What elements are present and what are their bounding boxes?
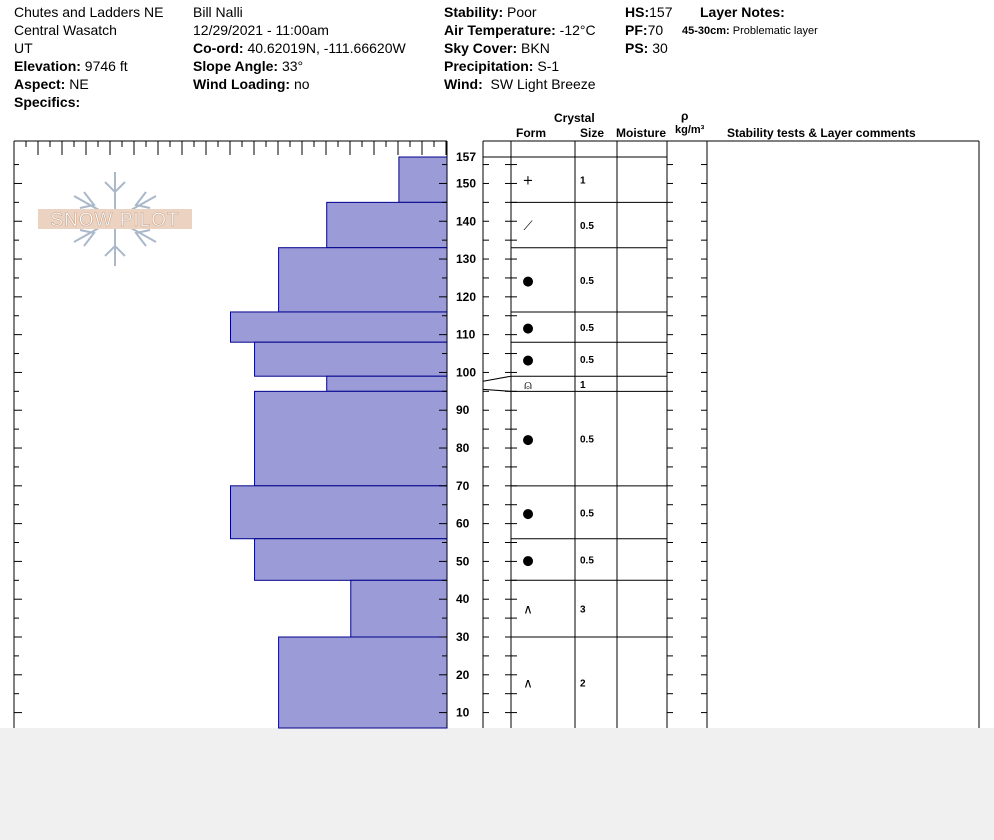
- caret-icon: ∧: [523, 602, 533, 618]
- pf-value: 70: [647, 22, 664, 38]
- slope-label: Slope Angle:: [193, 58, 279, 74]
- aspect-value: NE: [69, 76, 89, 92]
- plus-icon: +: [522, 173, 534, 189]
- coord-value: 40.62019N, -111.66620W: [247, 40, 406, 56]
- density-unit-header: kg/m³: [675, 124, 705, 136]
- depth-tick-label: 50: [456, 554, 470, 569]
- crystal-size-value: 0.5: [580, 323, 594, 335]
- wind-loading-value: no: [293, 76, 310, 92]
- hardness-bar: [327, 376, 447, 391]
- air-temp-label: Air Temperature:: [444, 22, 556, 38]
- elevation-label: Elevation:: [14, 58, 81, 74]
- layer-note-text: Problematic layer: [732, 25, 818, 37]
- hardness-bar: [279, 248, 447, 312]
- ps-value: 30: [652, 40, 668, 56]
- hs-label: HS:: [625, 4, 650, 20]
- hardness-bars: [231, 157, 448, 728]
- range-name: Central Wasatch: [14, 22, 117, 38]
- dot-icon: ●: [522, 273, 534, 289]
- depth-tick-label: 157: [456, 150, 477, 164]
- depth-tick-label: 10: [456, 705, 470, 720]
- depth-tick-label: 100: [456, 365, 477, 380]
- comments-header: Stability tests & Layer comments: [727, 126, 916, 140]
- hardness-bar: [255, 539, 447, 581]
- depth-tick-label: 120: [456, 289, 477, 304]
- wind-loading-label: Wind Loading:: [193, 76, 291, 92]
- depth-tick-label: 30: [456, 630, 470, 644]
- observer-name: Bill Nalli: [193, 4, 243, 20]
- observation-datetime: 12/29/2021 - 11:00am: [193, 22, 329, 38]
- stability-label: Stability:: [444, 4, 504, 20]
- state-name: UT: [14, 40, 33, 56]
- crystal-size-value: 3: [580, 604, 586, 616]
- dot-icon: ●: [522, 321, 534, 337]
- crystal-size-value: 0.5: [580, 275, 594, 287]
- crystal-size-value: 1: [580, 175, 586, 187]
- facet-icon: ⍝: [524, 377, 532, 393]
- air-temp-value: -12°C: [559, 22, 596, 38]
- crystal-size-value: 1: [580, 379, 586, 391]
- sky-cover-label: Sky Cover:: [444, 40, 518, 56]
- coord-label: Co-ord:: [193, 40, 244, 56]
- crystal-size-value: 0.5: [580, 221, 594, 233]
- depth-tick-label: 40: [456, 592, 470, 607]
- size-header: Size: [580, 126, 605, 140]
- crystal-size-value: 0.5: [580, 434, 594, 446]
- hardness-bar: [255, 391, 447, 485]
- depth-tick-label: 110: [456, 327, 476, 342]
- slash-icon: ⟋: [523, 219, 533, 235]
- hardness-bar: [351, 580, 447, 637]
- crystal-size-value: 2: [580, 678, 586, 690]
- dot-icon: ●: [522, 553, 534, 569]
- hardness-bar: [255, 342, 447, 376]
- layer-note-range: 45-30cm:: [682, 25, 730, 37]
- hs-value: 157: [649, 4, 673, 20]
- stability-value: Poor: [507, 4, 537, 20]
- hardness-bar: [399, 157, 447, 202]
- depth-tick-label: 70: [456, 478, 470, 493]
- ps-label: PS:: [625, 40, 649, 56]
- form-header: Form: [516, 126, 546, 140]
- wind-value: SW Light Breeze: [490, 76, 596, 92]
- hardness-bar: [327, 202, 447, 247]
- depth-tick-label: 130: [456, 252, 477, 267]
- location-name: Chutes and Ladders NE: [14, 4, 164, 20]
- precip-label: Precipitation:: [444, 58, 534, 74]
- dot-icon: ●: [522, 432, 534, 448]
- elevation-value: 9746 ft: [84, 58, 128, 74]
- depth-tick-label: 150: [456, 176, 477, 191]
- dot-icon: ●: [522, 353, 534, 369]
- depth-tick-label: 20: [456, 667, 470, 682]
- layer-connector: [483, 376, 511, 381]
- caret-icon: ∧: [523, 676, 533, 692]
- sky-cover-value: BKN: [521, 40, 550, 56]
- layer-notes-label: Layer Notes:: [700, 4, 785, 20]
- specifics-label: Specifics:: [14, 94, 81, 110]
- depth-tick-label: 140: [456, 214, 477, 229]
- moisture-header: Moisture: [616, 126, 667, 140]
- slope-value: 33°: [281, 58, 304, 74]
- depth-tick-label: 80: [456, 441, 470, 456]
- snowpilot-logo: [38, 172, 192, 266]
- crystal-size-value: 0.5: [580, 508, 594, 520]
- logo-text: SNOW PILOT: [50, 210, 180, 231]
- aspect-label: Aspect:: [14, 76, 66, 92]
- crystal-header: Crystal: [554, 111, 595, 125]
- crystal-size-value: 0.5: [580, 355, 594, 367]
- depth-tick-label: 60: [456, 516, 470, 531]
- dot-icon: ●: [522, 506, 534, 522]
- hardness-bar: [231, 312, 448, 342]
- layer-table: [483, 141, 979, 728]
- rho-header: ρ: [681, 109, 689, 123]
- hardness-bar: [231, 486, 448, 539]
- depth-tick-label: 90: [456, 403, 470, 418]
- crystal-size-value: 0.5: [580, 555, 594, 567]
- wind-label: Wind:: [444, 76, 483, 92]
- hardness-bar: [279, 637, 447, 728]
- pf-label: PF:: [625, 22, 648, 38]
- precip-value: S-1: [537, 58, 560, 74]
